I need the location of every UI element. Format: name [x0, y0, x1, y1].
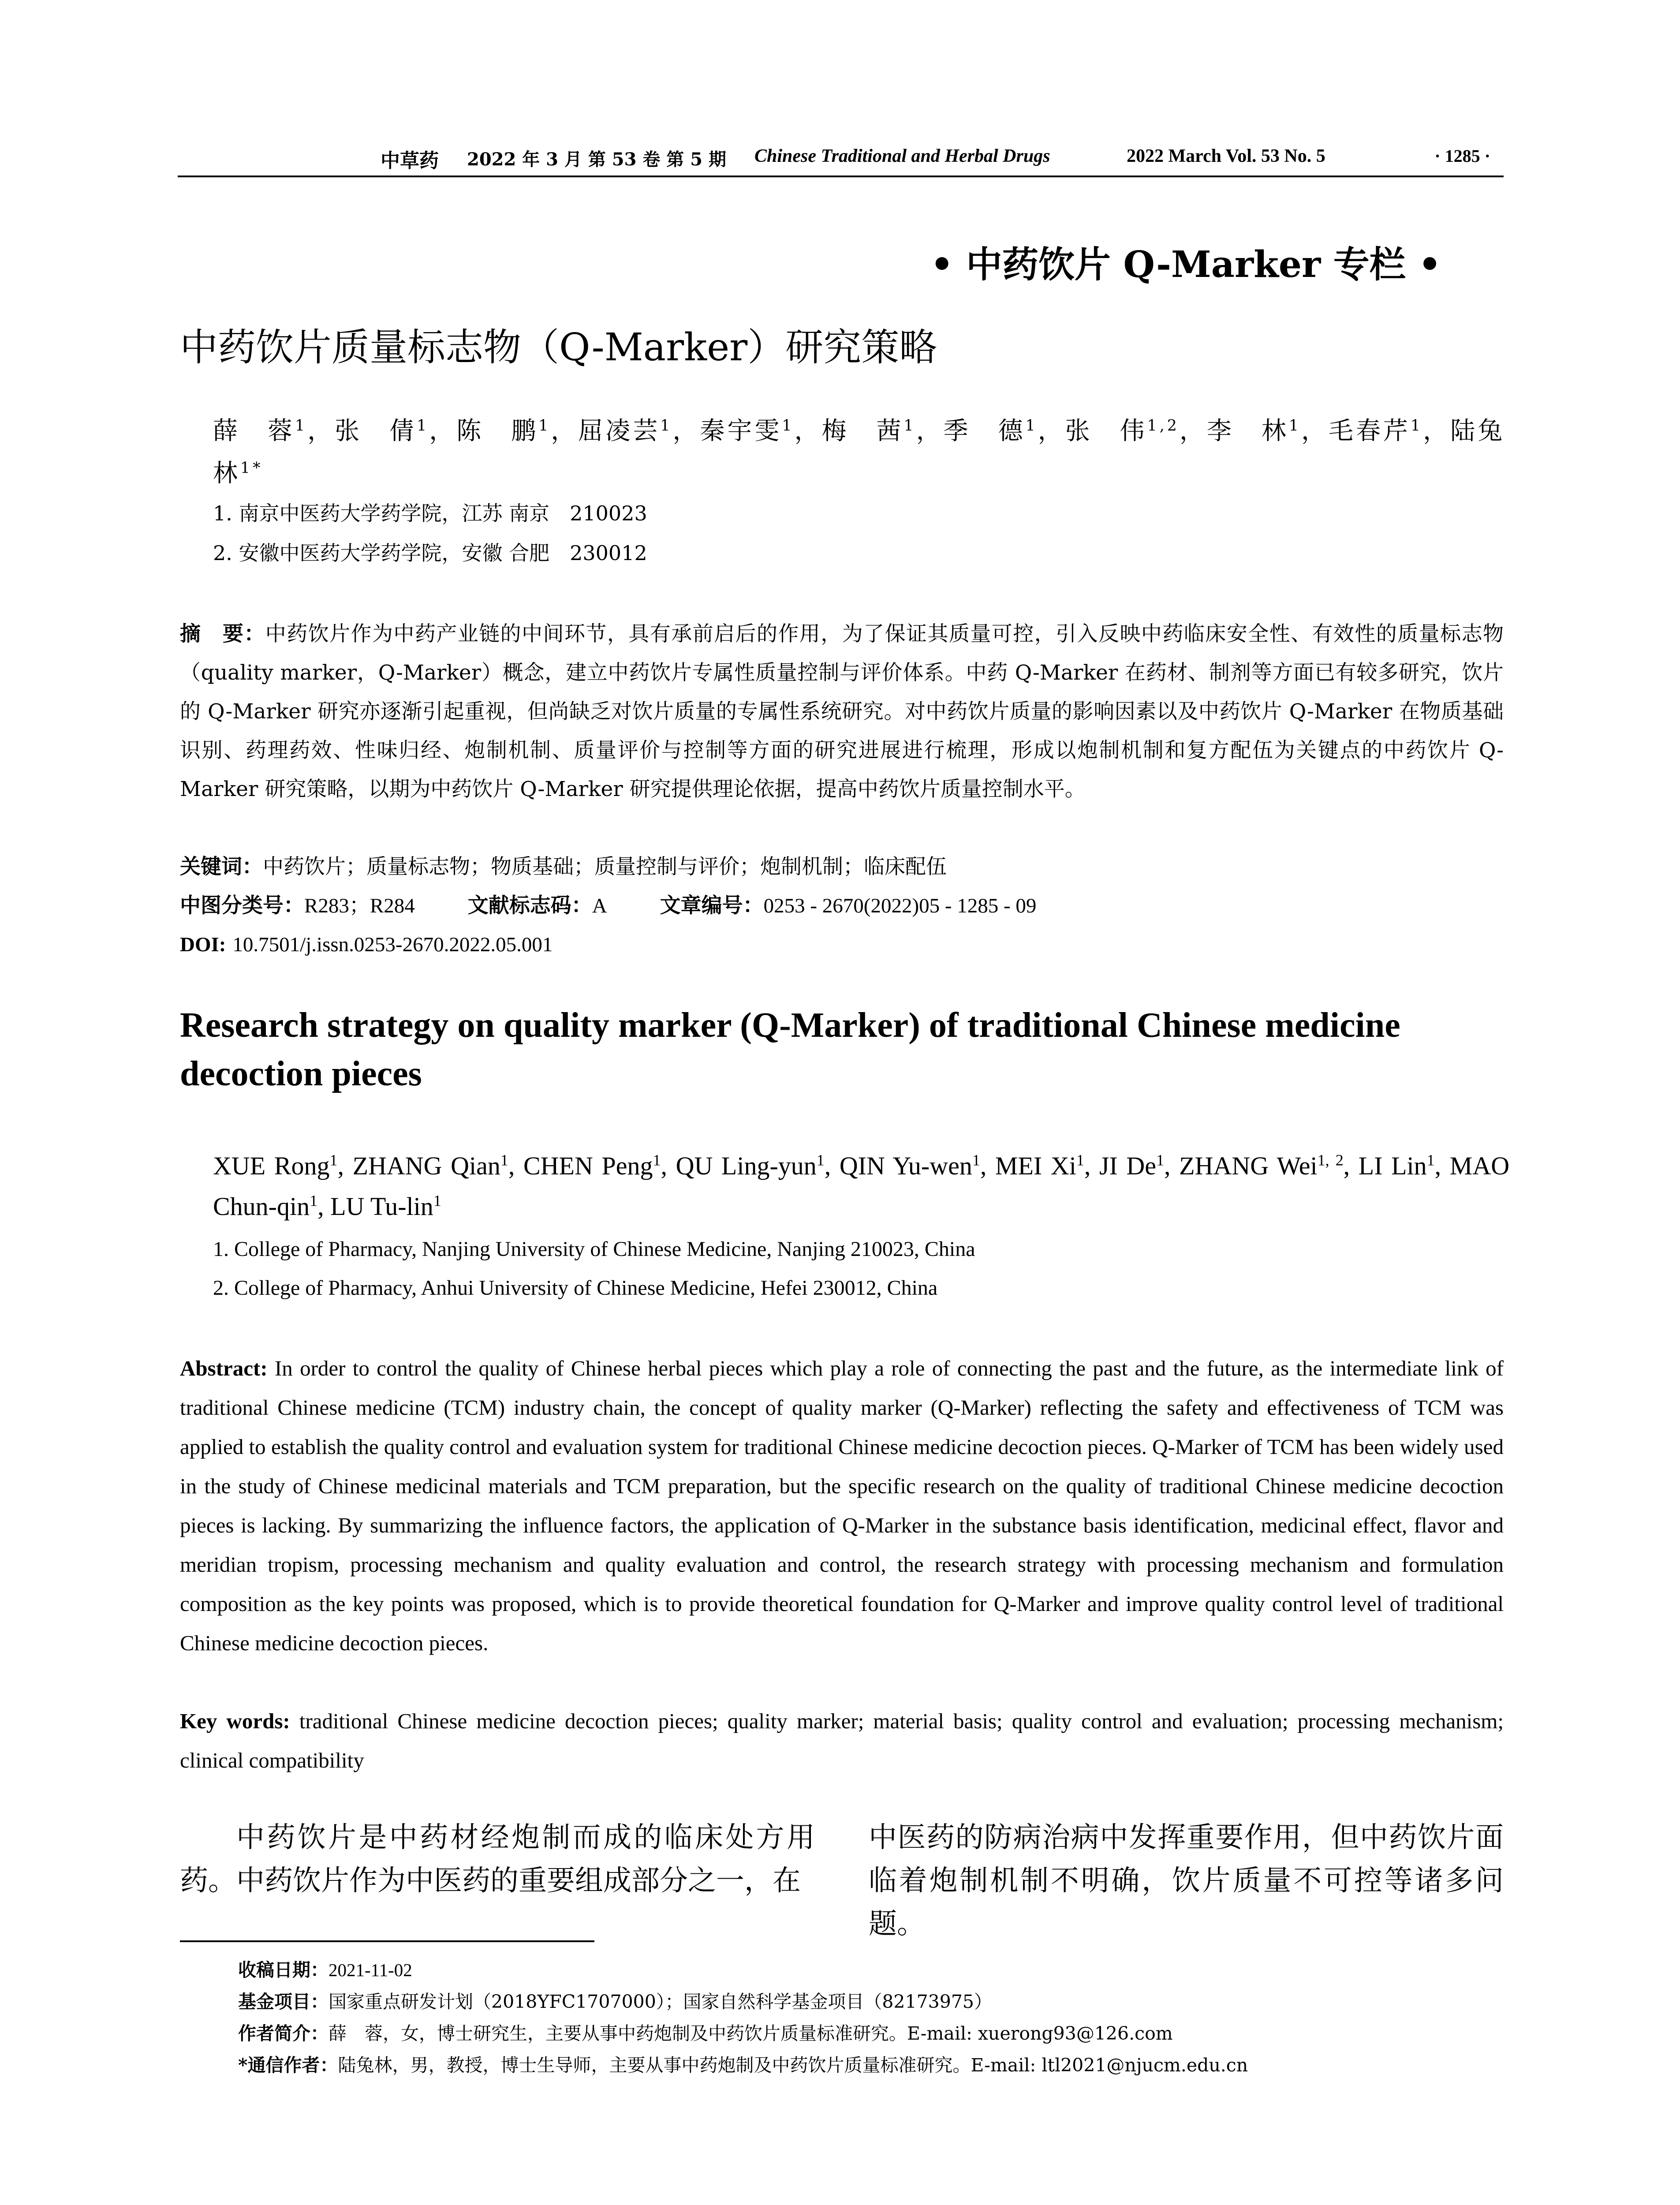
body-column-right: 中医药的防病治病中发挥重要作用，但中药饮片面临着炮制机制不明确，饮片质量不可控等诸多问题。: [869, 1821, 1504, 1940]
author-cn: 张 伟$^{1,2}$: [1065, 417, 1180, 445]
author-en: JI De$^1$: [1099, 1151, 1165, 1180]
author-en: CHEN Peng$^1$: [523, 1151, 661, 1180]
author-en: ZHANG Qian$^1$: [352, 1151, 508, 1180]
author-en: XUE Rong$^1$: [213, 1151, 338, 1180]
header-rule: [178, 176, 1504, 177]
journal-brand: 中草药: [381, 149, 439, 172]
body-column-left: 中药饮片是中药材经炮制而成的临床处方用药。中药饮片作为中医药的重要组成部分之一，在: [180, 1821, 815, 1897]
footnote-rule: [180, 1940, 594, 1942]
abstract-en-text: In order to control the quality of Chinese herbal pieces which play a role of connecting the past and the future, as the intermediate link of traditional Chinese medicine (TCM) industry chain, the concept of quality marker (Q-Marker) reflecting the safety and effectiveness of TCM was applied to establish the quality control and evaluation system for traditional Chinese medicine decoction pieces. Q-Marker of TCM has been widely used in the study of Chinese medicinal materials and TCM preparation, but the specific research on the quality of traditional Chinese medicine decoction pieces is lacking. By summarizing the influence factors, the application of Q-Marker in the substance basis identification, medicinal effect, flavor and meridian tropism, processing mechanism and quality evaluation and control, the research strategy with processing mechanism and formulation composition as the key points was proposed, which is to provide theoretical foundation for Q-Marker and improve quality control level of traditional Chinese medicine decoction pieces.: [180, 1356, 1504, 1655]
author-cn: 秦宇雯$^1$: [700, 417, 795, 445]
abstract-cn: [180, 615, 1504, 809]
author-en: ZHANG Wei$^{1, 2}$: [1179, 1151, 1344, 1180]
fund-label: 基金项目：: [238, 1991, 329, 2012]
corresponding-label: *通信作者：: [238, 2055, 338, 2076]
author-cn: 薛 蓉$^1$: [213, 417, 308, 445]
keywords-cn: [180, 848, 1504, 886]
keywords-cn-label: 关键词：: [180, 855, 263, 879]
corresponding-text: 陆兔林，男，教授，博士生导师，主要从事中药炮制及中药饮片质量标准研究。E-mail: ltl2021@njucm.edu.cn: [338, 2055, 1248, 2076]
author-cn: 梅 茜$^1$: [821, 417, 916, 445]
footnote-fund: [238, 1986, 992, 2017]
title-en: Research strategy on quality marker (Q-Marker) of traditional Chinese medicine decoction pieces: [180, 1006, 1400, 1093]
author-cn: 张 倩$^1$: [335, 417, 429, 445]
received-label: 收稿日期：: [238, 1959, 329, 1981]
footnote-corresponding: [238, 2050, 1248, 2081]
doi-line: [180, 925, 553, 964]
authors-en: XUE Rong$^1$, ZHANG Qian$^1$, CHEN Peng$^1$, QU Ling-yun$^1$, QIN Yu-wen$^1$, MEI Xi$^1$, JI De$^1$, ZHANG Wei$^{1, 2}$, LI Lin$^1$, MAO Chun-qin$^1$, LU Tu-lin$^1$: [213, 1151, 1510, 1221]
author-en: QU Ling-yun$^1$: [676, 1151, 825, 1180]
affiliation-en-2: 2. College of Pharmacy, Anhui University of Chinese Medicine, Hefei 230012, China: [213, 1276, 938, 1300]
clc-label: 中图分类号：: [180, 893, 304, 918]
abstract-cn-label: 摘 要：: [180, 622, 265, 646]
abstract-cn-text: 中药饮片作为中药产业链的中间环节，具有承前启后的作用，为了保证其质量可控，引入反映中药临床安全性、有效性的质量标志物（quality marker，Q-Marker）概念，建立中药饮片专属性质量控制与评价体系。中药 Q-Marker 在药材、制剂等方面已有较多研究，饮片的 Q-Marker 研究亦逐渐引起重视，但尚缺乏对饮片质量的专属性系统研究。对中药饮片质量的影响因素以及中药饮片 Q-Marker 在物质基础识别、药理药效、性味归经、炮制机制、质量评价与控制等方面的研究进展进行梳理，形成以炮制机制和复方配伍为关键点的中药饮片 Q-Marker 研究策略，以期为中药饮片 Q-Marker 研究提供理论依据，提高中药饮片质量控制水平。: [180, 622, 1504, 801]
author-cn: 李 林$^1$: [1206, 417, 1301, 445]
author-en: MAO Chun-qin$^1$: [213, 1151, 1510, 1221]
author-cn: 毛春芹$^1$: [1328, 417, 1423, 445]
author-bio-label: 作者简介：: [238, 2023, 329, 2044]
column-name: • 中药饮片 Q-Marker 专栏 •: [930, 243, 1441, 286]
keywords-en: [180, 1701, 1504, 1780]
article-no-label: 文章编号：: [660, 893, 764, 918]
affiliation-cn-2: 2. 安徽中医药大学药学院，安徽 合肥 230012: [213, 541, 647, 565]
author-bio-text: 薛 蓉，女，博士研究生，主要从事中药炮制及中药饮片质量标准研究。E-mail: xuerong93@126.com: [329, 2023, 1173, 2044]
classification-line: [180, 886, 1504, 925]
footnote-received: [238, 1955, 412, 1985]
issue-en: 2022 March Vol. 53 No. 5: [1127, 146, 1325, 166]
abstract-en: [180, 1349, 1504, 1663]
author-cn: 陈 鹏$^1$: [456, 417, 551, 445]
clc-value: R283；R284: [304, 894, 415, 917]
page-number: · 1285 ·: [1434, 146, 1490, 166]
author-cn: 屈凌芸$^1$: [578, 417, 673, 445]
author-cn: 季 德$^1$: [943, 417, 1038, 445]
article-no-value: 0253 - 2670(2022)05 - 1285 - 09: [763, 894, 1037, 917]
footnote-author: [238, 2018, 1173, 2049]
received-date: 2021-11-02: [329, 1960, 412, 1980]
doi-value: 10.7501/j.issn.0253-2670.2022.05.001: [232, 933, 553, 956]
author-en: QIN Yu-wen$^1$: [839, 1151, 980, 1180]
author-en: LI Lin$^1$: [1358, 1151, 1435, 1180]
keywords-en-text: traditional Chinese medicine decoction pieces; quality marker; material basis; quality control and evaluation; processing mechanism; clinical compatibility: [180, 1709, 1504, 1772]
title-cn: 中药饮片质量标志物（Q-Marker）研究策略: [180, 325, 937, 370]
journal-name-en: Chinese Traditional and Herbal Drugs: [754, 146, 1050, 166]
issue-cn: 2022 年 3 月 第 53 卷 第 5 期: [467, 149, 726, 170]
author-en: LU Tu-lin$^1$: [330, 1192, 441, 1221]
keywords-cn-text: 中药饮片；质量标志物；物质基础；质量控制与评价；炮制机制；临床配伍: [263, 855, 947, 879]
abstract-en-label: Abstract:: [180, 1356, 268, 1380]
affiliation-en-1: 1. College of Pharmacy, Nanjing University of Chinese Medicine, Nanjing 210023, China: [213, 1237, 975, 1261]
author-en: MEI Xi$^1$: [995, 1151, 1084, 1180]
authors-cn: 薛 蓉$^1$，张 倩$^1$，陈 鹏$^1$，屈凌芸$^1$，秦宇雯$^1$，梅 茜$^1$，季 德$^1$，张 伟$^{1,2}$，李 林$^1$，毛春芹$^1$，陆兔林$^{1*}$: [213, 417, 1505, 488]
affiliation-cn-1: 1. 南京中医药大学药学院，江苏 南京 210023: [213, 501, 647, 525]
author-cn: 陆兔林$^{1*}$: [213, 417, 1505, 488]
doi-label: DOI:: [180, 933, 226, 956]
running-header: [178, 140, 1504, 180]
doc-code-value: A: [592, 894, 607, 917]
doc-code-label: 文献标志码：: [467, 893, 592, 918]
fund-text: 国家重点研发计划（2018YFC1707000）；国家自然科学基金项目（82173975）: [329, 1991, 993, 2012]
keywords-en-label: Key words:: [180, 1709, 290, 1733]
